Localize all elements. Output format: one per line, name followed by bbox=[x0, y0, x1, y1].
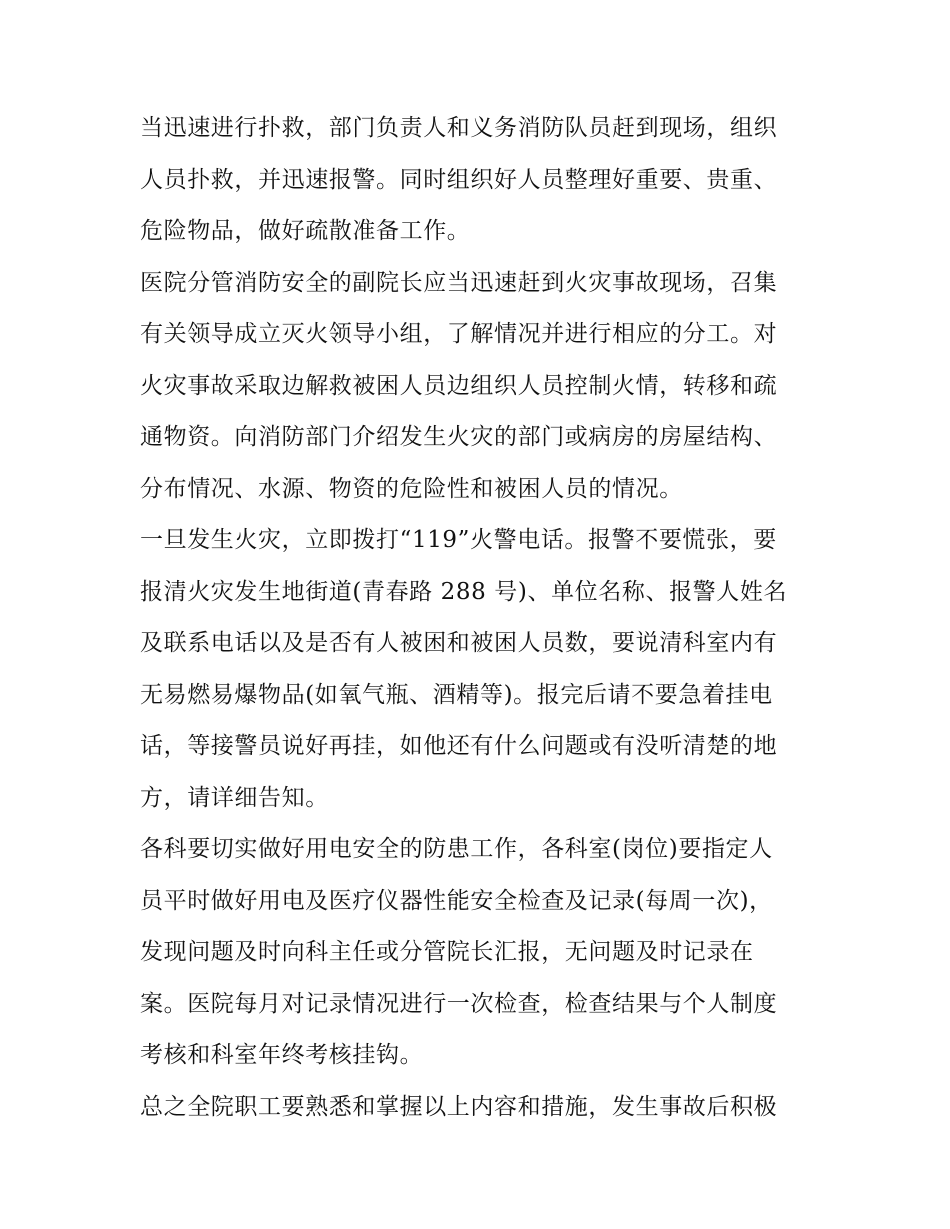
text-line: 方，请详细告知。 bbox=[140, 784, 329, 811]
text-line: 各科要切实做好用电安全的防患工作，各科室(岗位)要指定人 bbox=[140, 836, 773, 862]
text-line: 当迅速进行扑救，部门负责人和义务消防队员赶到现场，组织 bbox=[140, 115, 778, 141]
text-line: 医院分管消防安全的副院长应当迅速赶到火灾事故现场，召集 bbox=[140, 269, 778, 296]
text-line: 一旦发生火灾，立即拨打“119”火警电话。报警不要慌张，要 bbox=[140, 527, 777, 553]
text-line: 考核和科室年终考核挂钩。 bbox=[140, 1042, 424, 1068]
text-line: 火灾事故采取边解救被困人员边组织人员控制火情，转移和疏 bbox=[140, 372, 778, 399]
text-line: 总之全院职工要熟悉和掌握以上内容和措施，发生事故后积极 bbox=[140, 1093, 778, 1120]
paragraph-2 bbox=[140, 258, 820, 516]
text-line: 人员扑救，并迅速报警。同时组织好人员整理好重要、贵重、 bbox=[140, 166, 778, 193]
text-line: 分布情况、水源、物资的危险性和被困人员的情况。 bbox=[140, 475, 683, 502]
text-line: 话，等接警员说好再挂，如他还有什么问题或有没听清楚的地 bbox=[140, 733, 778, 759]
paragraph-3 bbox=[140, 515, 820, 824]
text-line: 危险物品，做好疏散准备工作。 bbox=[140, 218, 471, 244]
text-line: 案。医院每月对记录情况进行一次检查，检查结果与个人制度 bbox=[140, 990, 778, 1017]
text-line: 员平时做好用电及医疗仪器性能安全检查及记录(每周一次)， bbox=[140, 887, 773, 914]
document-body bbox=[140, 103, 820, 1133]
paragraph-5 bbox=[140, 1082, 820, 1134]
text-line: 无易燃易爆物品(如氧气瓶、酒精等)。报完后请不要急着挂电 bbox=[140, 681, 773, 708]
paragraph-4 bbox=[140, 824, 820, 1082]
text-line: 及联系电话以及是否有人被困和被困人员数，要说清科室内有 bbox=[140, 630, 778, 656]
text-line: 发现问题及时向科主任或分管院长汇报，无问题及时记录在 bbox=[140, 939, 754, 965]
text-line: 通物资。向消防部门介绍发生火灾的部门或病房的房屋结构、 bbox=[140, 424, 778, 450]
paragraph-1 bbox=[140, 103, 820, 258]
text-line: 报清火灾发生地街道(青春路 288 号)、单位名称、报警人姓名 bbox=[140, 578, 788, 605]
text-line: 有关领导成立灭火领导小组，了解情况并进行相应的分工。对 bbox=[140, 321, 778, 347]
